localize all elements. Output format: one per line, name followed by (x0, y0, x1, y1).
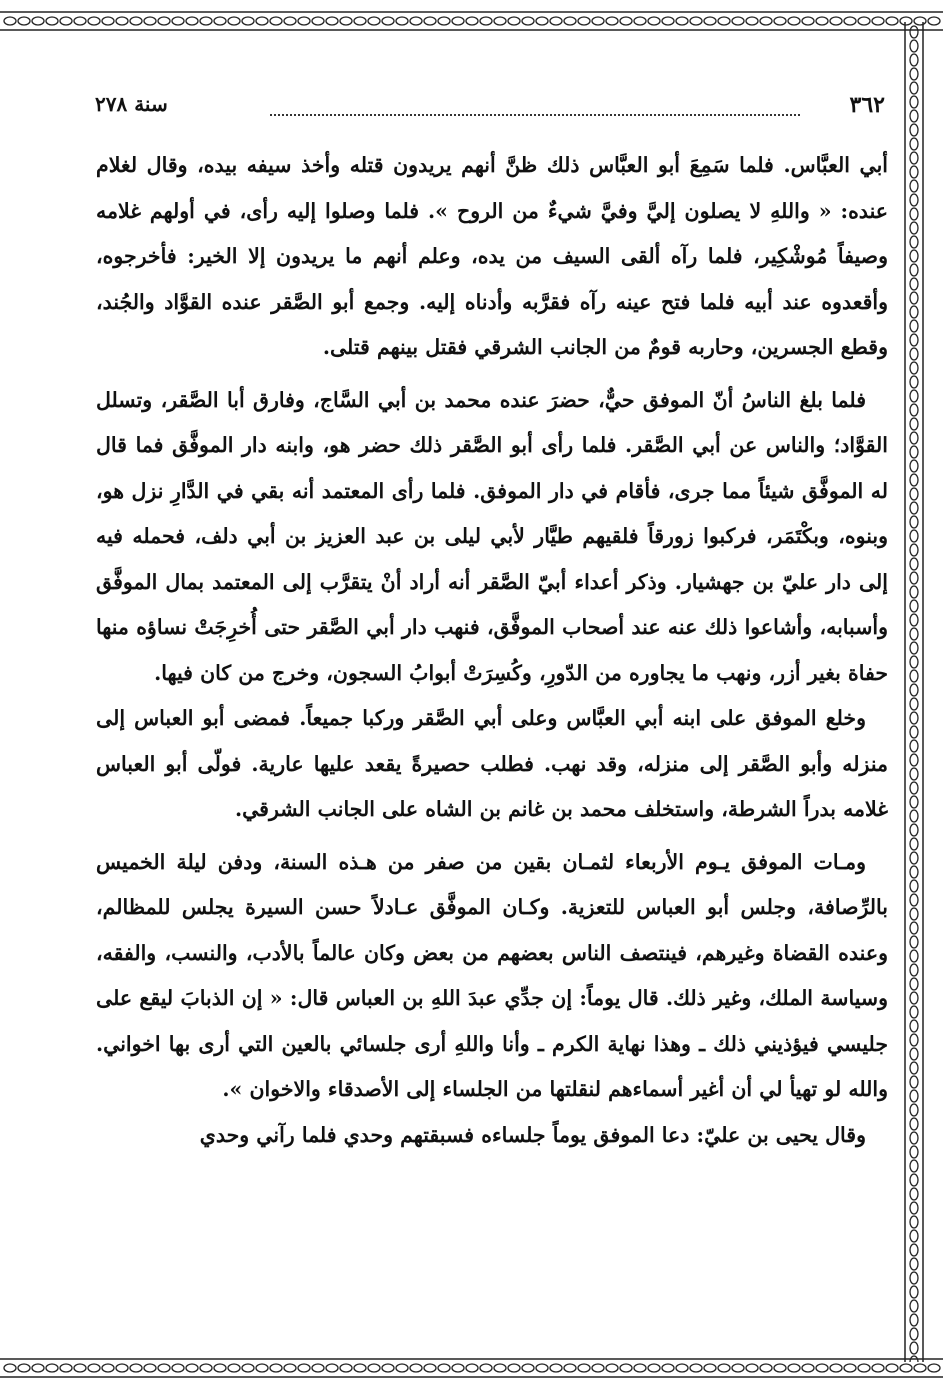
paragraph: أبي العبَّاس. فلما سَمِعَ أبو العبَّاس ذلك ظنَّ أنهم يريدون قتله وأخذ سيفه بيده، وقال لغلام عنده: « واللهِ لا يصلون إليَّ وفيَّ شيءٌ من الروح ». فلما وصلوا إليه رأى، في أولهم غلامه وصيفاً مُوشْكِير، فلما رآه ألقى السيف من يده، وعلم أنهم ما يريدون إلا الخير: فأخرجوه، وأقعدوه عند أبيه فلما فتح عينه رآه فقرَّبه وأدناه إليه. وجمع أبو الصَّقر عنده القوَّاد والجُند، وقطع الجسرين، وحاربه قومٌ من الجانب الشرقي فقتل بينهم قتلى. (96, 153, 888, 359)
running-year-label: سنة ٢٧٨ (95, 92, 168, 116)
paragraph: ومـات الموفق يـوم الأربعاء لثمـان بقين من صفر من هـذه السنة، ودفن ليلة الخميس بالرِّصافة، وجلس أبو العباس للتعزية. وكـان الموفَّق عـادلاً حسن السيرة يجلس للمظالم، وعنده القضاة وغيرهم، فينتصف الناس بعضهم من بعض وكان عالماً بالأدب، والنسب، والفقه، وسياسة الملك، وغير ذلك. قال يوماً: إن جدِّي عبدَ اللهِ بن العباس قال: « إن الذبابَ ليقع على جليسي فيؤذيني ذلك ـ وهذا نهاية الكرم ـ وأنا واللهِ أرى جلسائي بالعين التي أرى بها اخواني. والله لو تهيأ لي أن أغير أسماءهم لنقلتها من الجلساء إلى الأصدقاء والاخوان ». (96, 849, 888, 1101)
header-dotted-rule (270, 114, 800, 116)
paragraph: وخلع الموفق على ابنه أبي العبَّاس وعلى أبي الصَّقر وركبا جميعاً. فمضى أبو العباس إلى منزله وأبو الصَّقر إلى منزله، وقد نهب. فطلب حصيرةً يقعد عليها عارية. فولّى أبو العباس غلامه بدراً الشرطة، واستخلف محمد بن غانم بن الشاه على الجانب الشرقي. (96, 706, 888, 821)
paragraph: فلما بلغ الناسُ أنّ الموفق حيٌّ، حضرَ عنده محمد بن أبي السَّاج، وفارق أبا الصَّقر، وتسلل القوَّاد؛ والناس عن أبي الصَّقر. فلما رأى أبو الصَّقر ذلك حضر هو، وابنه دار الموفَّق فما قال له الموفَّق شيئاً مما جرى، فأقام في دار الموفق. فلما رأى المعتمد أنه بقي في الدَّارِ نزل هو، وبنوه، وبكْتَمَر، فركبوا زورقاً فلقيهم طيَّار لأبي ليلى بن عبد العزيز بن أبي دلف، فحمله فيه إلى دار عليّ بن جهشيار. وذكر أعداء أبيّ الصَّقر أنه أراد أنْ يتقرَّب إلى المعتمد بمال الموفَّق وأسبابه، وأشاعوا ذلك عنه عند أصحاب الموفَّق، فنهب دار أبي الصَّقر حتى أُخرِجَتْ نساؤه منها حفاة بغير أزر، ونهب ما يجاوره من الدّورِ، وكُسِرَتْ أبوابُ السجون، وخرج من كان فيها. (96, 387, 888, 685)
paragraph: وقال يحيى بن عليّ: دعا الموفق يوماً جلساءه فسبقتهم وحدي فلما رآني وحدي (199, 1122, 866, 1147)
top-ornamental-border (0, 10, 943, 32)
right-ornamental-border (903, 22, 925, 1362)
body-text (96, 143, 888, 1158)
page-number: ٣٦٢ (849, 92, 885, 118)
page-header (95, 92, 885, 126)
bottom-ornamental-border (0, 1357, 943, 1379)
